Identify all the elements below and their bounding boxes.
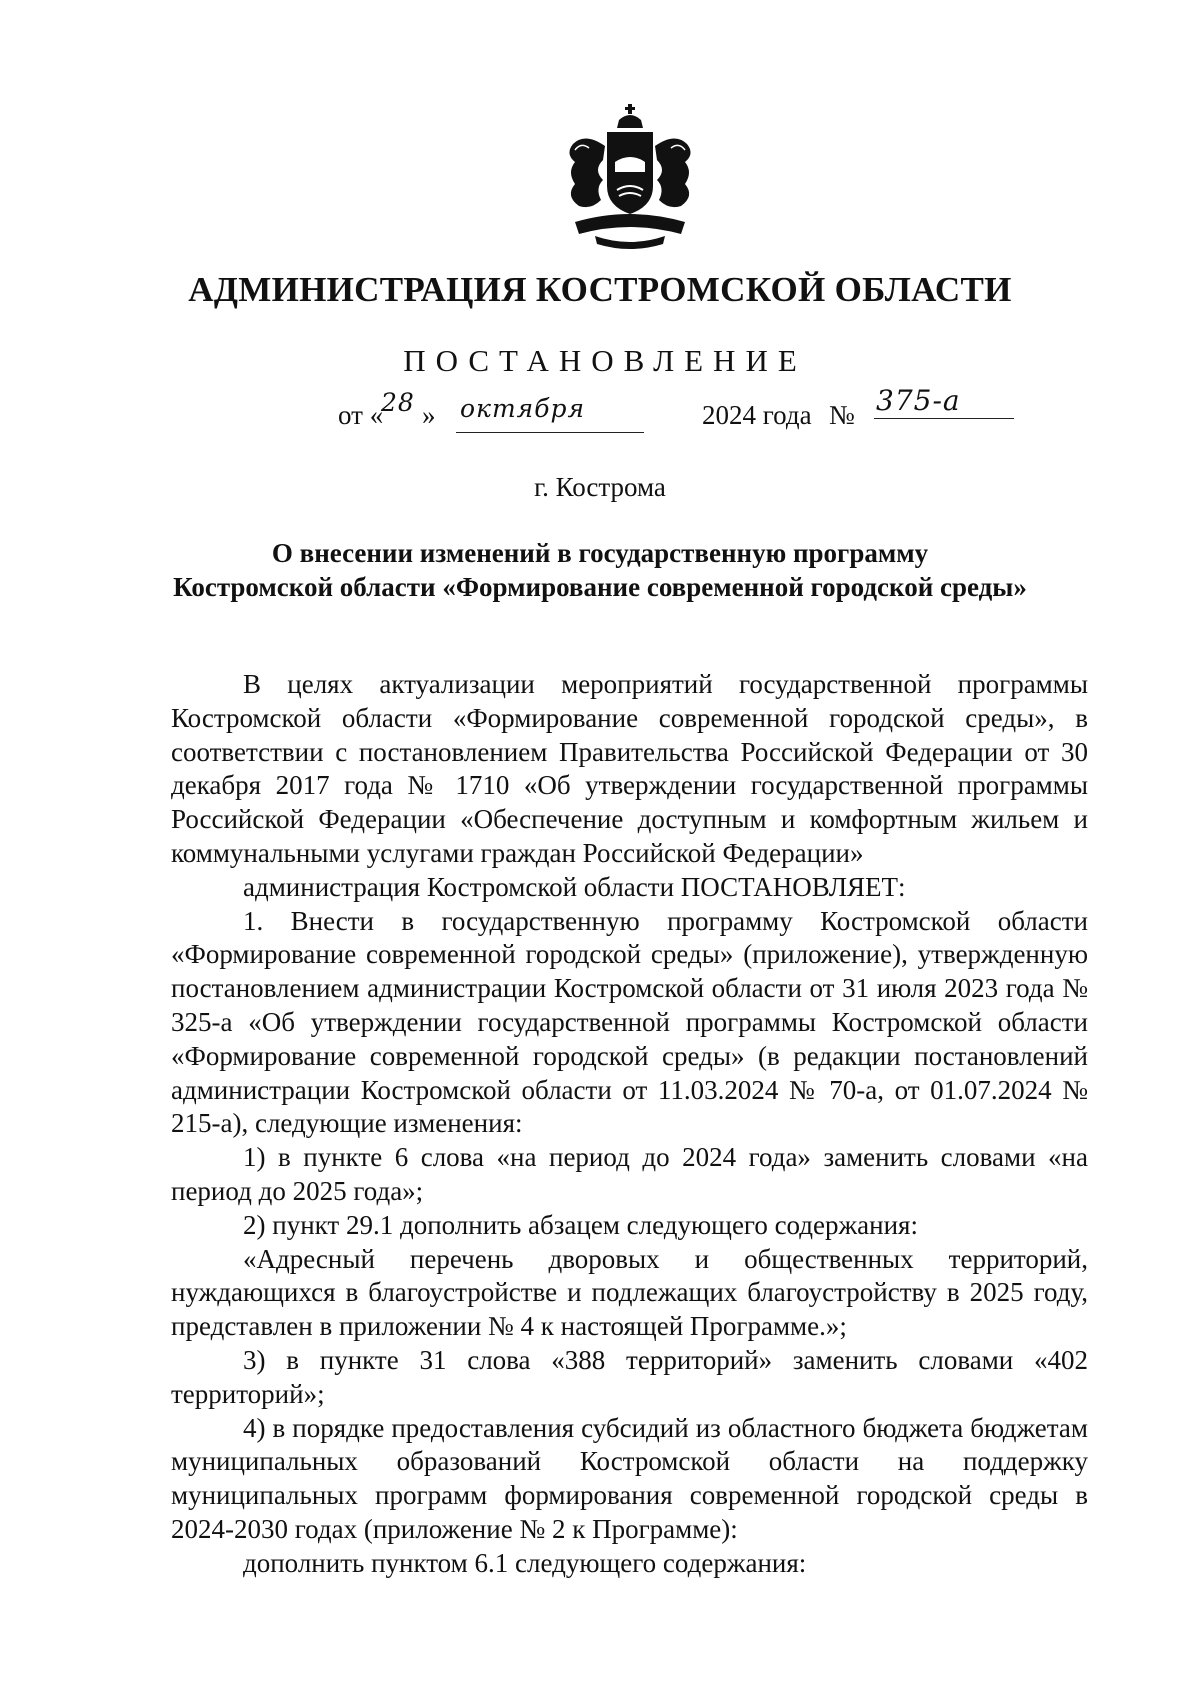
decree-number-handwritten: 375-а (876, 384, 961, 417)
paragraph-subitem-3: 3) в пункте 31 слова «388 территорий» заменить словами «402 территорий»; (171, 1344, 1088, 1409)
decree-body (171, 668, 1088, 1581)
paragraph-item-1: 1. Внести в государственную программу Костромской области «Формирование современной городской среды» (приложение), утвержденную постановлением администрации Костромской области от 31 июля 2023 года № 325-а «Об утверждении государственной программы Костромской области «Формирование современной городской среды» (в редакции постановлений администрации Костромской области от 11.03.2024 № 70-а, от 01.07.2024 № 215-а), следующие изменения: (171, 905, 1088, 1139)
number-underline (874, 418, 1014, 419)
number-sign: № (829, 400, 855, 430)
paragraph-quote: «Адресный перечень дворовых и общественных территорий, нуждающихся в благоустройстве и подлежащих благоустройству в 2025 году, представлен в приложении № 4 к настоящей Программе.»; (171, 1243, 1088, 1342)
paragraph-subitem-2: 2) пункт 29.1 дополнить абзацем следующего содержания: (243, 1209, 918, 1240)
subject-line-2: Костромской области «Формирование современной городской среды» (173, 572, 1027, 602)
subject-line-1: О внесении изменений в государственную программу (271, 538, 929, 568)
document-type: ПОСТАНОВЛЕНИЕ (403, 343, 807, 378)
city-name: г. Кострома (534, 472, 666, 502)
date-quote-close: » (422, 400, 436, 430)
coat-of-arms-icon (545, 102, 715, 254)
date-month-handwritten: октября (460, 394, 586, 423)
paragraph-subitem-4: 4) в порядке предоставления субсидий из областного бюджета бюджетам муниципальных образований Костромской области на поддержку муниципальных программ формирования современной городской среды в 2024-2030 годах (приложение № 2 к Программе): (171, 1412, 1088, 1544)
date-prefix: от « (338, 400, 384, 430)
date-day-handwritten: 28 (381, 388, 415, 417)
paragraph-resolves: администрация Костромской области ПОСТАНОВЛЯЕТ: (243, 871, 906, 902)
date-year: 2024 года (702, 400, 812, 430)
paragraph-subitem-1: 1) в пункте 6 слова «на период до 2024 года» заменить словами «на период до 2025 года»; (171, 1142, 1088, 1206)
paragraph-preamble: В целях актуализации мероприятий государственной программы Костромской области «Формирование современной городской среды», в соответствии с постановлением Правительства Российской Федерации от 30 декабря 2017 года № 1710 «Об утверждении государственной программы Российской Федерации «Обеспечение доступным и комфортным жильем и коммунальными услугами граждан Российской Федерации» (171, 669, 1088, 868)
date-number-line (338, 384, 1138, 450)
date-month-underline (456, 432, 644, 433)
paragraph-addition: дополнить пунктом 6.1 следующего содержания: (243, 1547, 807, 1578)
organization-title: АДМИНИСТРАЦИЯ КОСТРОМСКОЙ ОБЛАСТИ (188, 270, 1012, 309)
decree-subject (0, 536, 1200, 604)
